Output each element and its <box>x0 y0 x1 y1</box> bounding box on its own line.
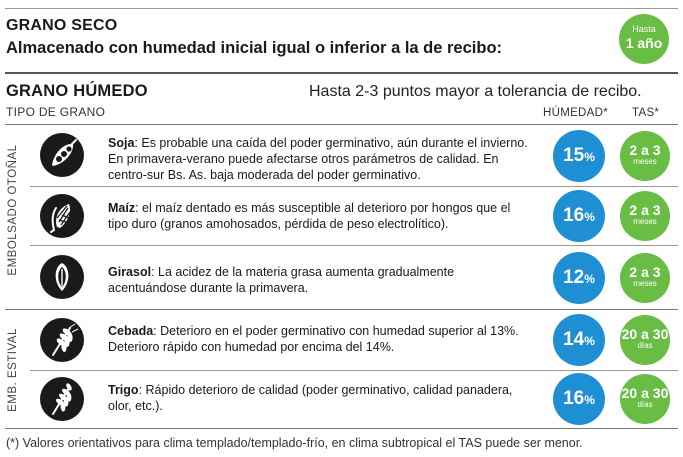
tas-value: 20 a 30 <box>621 326 669 342</box>
tas-unit: meses <box>633 157 657 166</box>
humedad-value: 14 <box>563 329 585 350</box>
grain-name: Soja <box>108 136 135 150</box>
tipo-grano-label: TIPO DE GRANO <box>6 105 106 119</box>
grano-humedo-title: GRANO HÚMEDO <box>6 82 148 100</box>
grain-name: Cebada <box>108 324 154 338</box>
row-description <box>108 135 528 183</box>
top-rule <box>5 8 678 9</box>
group-label-otonal: EMBOLSADO OTOÑAL <box>7 144 19 276</box>
soybean-pod-icon <box>40 133 84 177</box>
table-row <box>0 310 683 370</box>
percent-sign: % <box>584 210 595 224</box>
tas-unit: meses <box>633 279 657 288</box>
humedad-value: 16 <box>563 388 585 409</box>
footnote: (*) Valores orientativos para clima templado/templado-frío, en clima subtropical el TAS puede ser menor. <box>6 436 583 450</box>
tas-badge <box>620 315 670 365</box>
grain-name: Girasol <box>108 265 152 279</box>
tas-unit: días <box>637 400 653 409</box>
tas-badge <box>620 374 670 424</box>
grain-name: Maíz <box>108 201 136 215</box>
section-divider <box>5 72 678 74</box>
percent-sign: % <box>584 334 595 348</box>
humedad-badge <box>553 373 605 425</box>
grain-text: : La acidez de la materia grasa aumenta gradualmente acentuándose durante la primavera. <box>108 265 455 295</box>
row-description <box>108 382 528 414</box>
percent-sign: % <box>584 150 595 164</box>
grano-seco-subtitle: Almacenado con humedad inicial igual o inferior a la de recibo: <box>6 39 503 57</box>
table-row <box>0 187 683 245</box>
table-row <box>0 371 683 428</box>
table-bottom-rule <box>5 428 678 429</box>
tas-badge <box>620 191 670 241</box>
sunflower-seed-icon <box>40 255 84 299</box>
humedad-badge <box>553 314 605 366</box>
tas-unit: días <box>637 341 653 350</box>
tas-value: 2 a 3 <box>629 202 661 218</box>
group-label-estival: EMB. ESTIVAL <box>7 328 19 412</box>
grain-text: : Es probable una caída del poder germinativo, aún durante el invierno. En primavera-verano puede afectarse otros parámetros de calidad. En centro-sur Bs. As. baja moderada del poder germinativo. <box>108 136 528 182</box>
grano-seco-badge-line2: 1 año <box>625 35 663 51</box>
percent-sign: % <box>584 393 595 407</box>
table-row <box>0 246 683 309</box>
tas-value: 20 a 30 <box>621 385 669 401</box>
tas-unit: meses <box>633 217 657 226</box>
row-description <box>108 264 528 296</box>
tas-value: 2 a 3 <box>629 142 661 158</box>
humedad-column-header: HÚMEDAD* <box>543 107 609 119</box>
row-description <box>108 200 528 232</box>
grano-humedo-note: Hasta 2-3 puntos mayor a tolerancia de recibo. <box>309 83 642 100</box>
humedad-value: 12 <box>563 267 585 288</box>
grano-seco-badge-line1: Hasta <box>632 24 656 34</box>
percent-sign: % <box>584 272 595 286</box>
barley-ear-icon <box>40 318 84 362</box>
grano-seco-title: GRANO SECO <box>6 17 118 34</box>
tas-value: 2 a 3 <box>629 264 661 280</box>
row-description <box>108 323 528 355</box>
wheat-ear-icon <box>40 377 84 421</box>
humedad-badge <box>553 252 605 304</box>
humedad-badge <box>553 190 605 242</box>
grano-seco-badge <box>619 14 669 64</box>
grain-text: : Rápido deterioro de calidad (poder germinativo, calidad panadera, olor, etc.). <box>108 383 513 413</box>
corn-cob-icon <box>40 194 84 238</box>
humedad-value: 15 <box>563 145 585 166</box>
table-row <box>0 125 683 186</box>
humedad-value: 16 <box>563 205 585 226</box>
humedad-badge <box>553 130 605 182</box>
tas-badge <box>620 131 670 181</box>
tas-badge <box>620 253 670 303</box>
grain-text: : Deterioro en el poder germinativo con humedad superior al 13%. Deterioro rápido con humedad por encima del 14%. <box>108 324 519 354</box>
grain-text: : el maíz dentado es más susceptible al deterioro por hongos que el tipo duro (granos amohosados, pérdida de peso electrolítico). <box>108 201 511 231</box>
tas-column-header: TAS* <box>632 107 660 119</box>
grain-name: Trigo <box>108 383 139 397</box>
